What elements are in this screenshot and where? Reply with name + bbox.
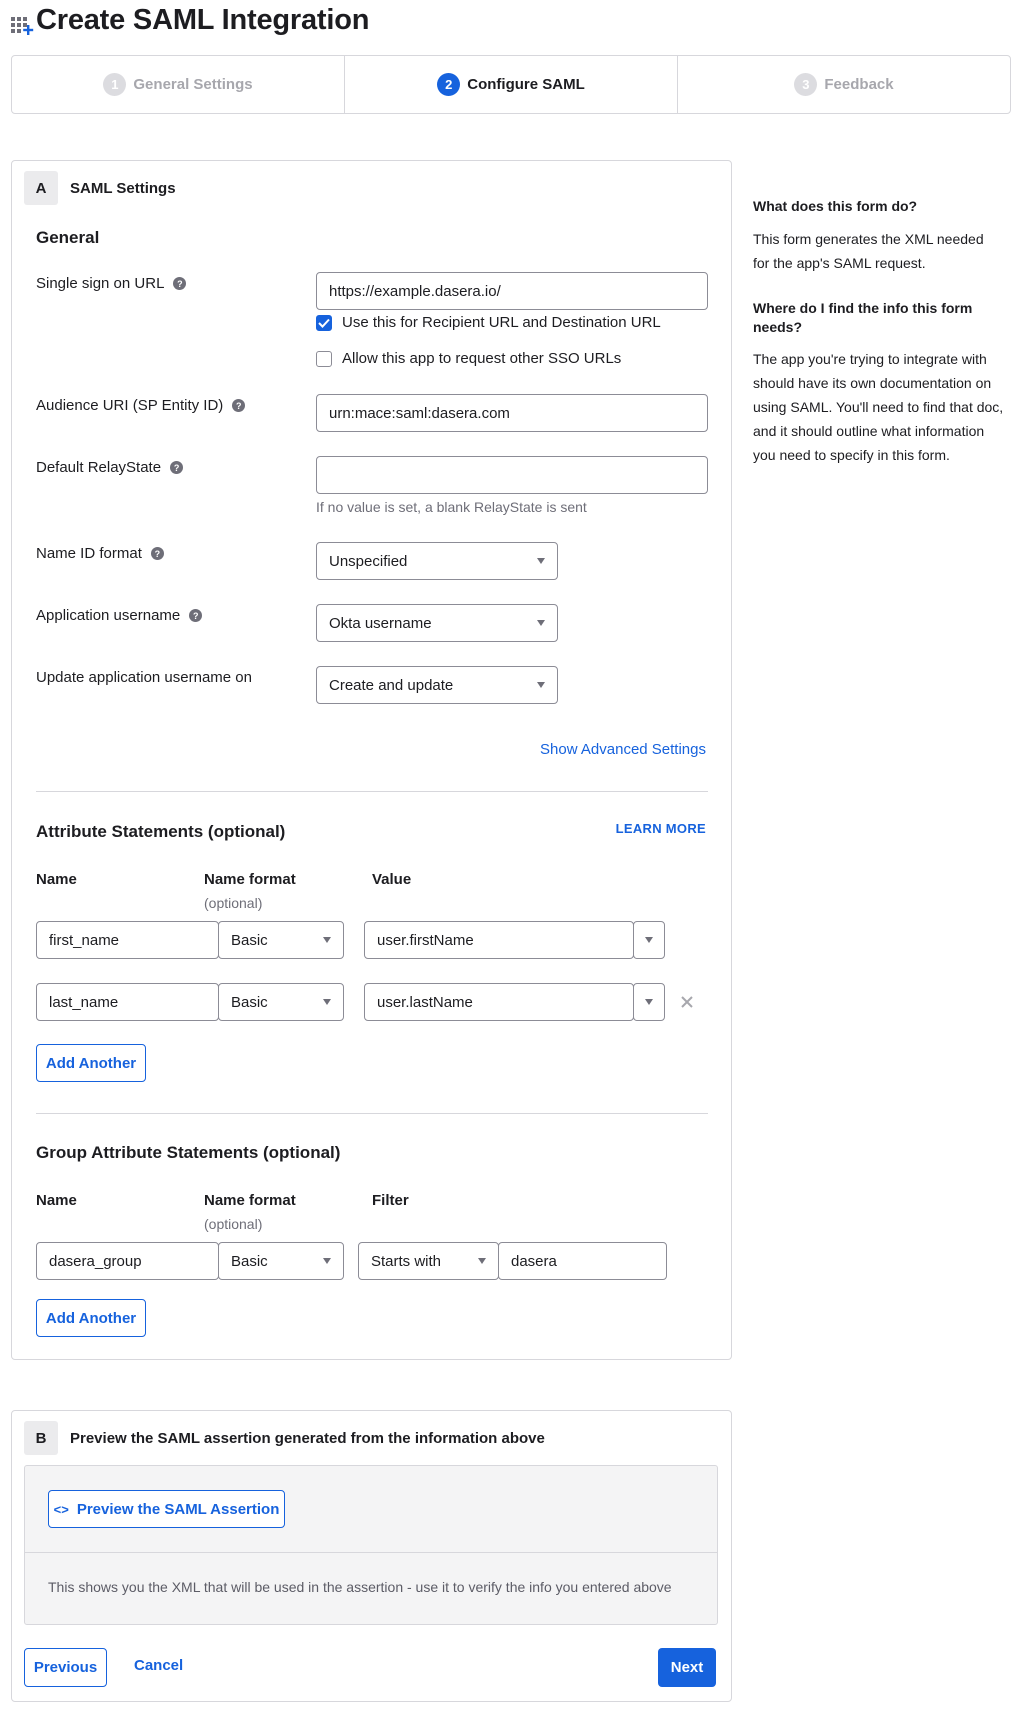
update-username-value: Create and update	[329, 676, 454, 694]
step-number: 1	[103, 73, 126, 96]
caret-down-icon	[478, 1258, 486, 1264]
help-icon[interactable]: ?	[189, 609, 202, 622]
section-badge-a: A	[24, 171, 58, 205]
attr-format-value: Basic	[231, 993, 268, 1011]
saml-settings-title: SAML Settings	[70, 180, 176, 197]
divider	[24, 1552, 718, 1553]
name-id-format-value: Unspecified	[329, 552, 408, 570]
group-filter-type-value: Starts with	[371, 1252, 442, 1270]
caret-down-icon	[537, 620, 545, 626]
sidebar-answer-1: This form generates the XML needed for the app's SAML request.	[753, 231, 984, 271]
attr-value-dropdown[interactable]	[633, 983, 665, 1021]
step-label: Configure SAML	[467, 76, 585, 93]
attr-format-value: Basic	[231, 931, 268, 949]
help-icon[interactable]: ?	[232, 399, 245, 412]
attr-col-format: Name format	[204, 871, 296, 888]
group-format-select[interactable]	[218, 1242, 344, 1280]
caret-down-icon	[645, 999, 653, 1005]
add-another-attribute-button[interactable]: Add Another	[36, 1044, 146, 1082]
step-configure-saml[interactable]	[344, 56, 677, 113]
attr-name-input[interactable]: last_name	[36, 983, 219, 1021]
name-id-format-label-text: Name ID format	[36, 545, 142, 562]
group-format-value: Basic	[231, 1252, 268, 1270]
checkmark-icon	[318, 318, 330, 328]
attr-format-select[interactable]	[218, 921, 344, 959]
preview-title: Preview the SAML assertion generated from the information above	[70, 1430, 545, 1447]
other-sso-checkbox[interactable]	[316, 351, 332, 367]
general-heading: General	[36, 228, 100, 247]
caret-down-icon	[323, 999, 331, 1005]
attr-col-value: Value	[372, 871, 412, 888]
show-advanced-settings-link[interactable]: Show Advanced Settings	[540, 741, 706, 758]
preview-box	[24, 1465, 718, 1625]
caret-down-icon	[537, 682, 545, 688]
sso-url-label	[36, 275, 186, 292]
sso-url-label-text: Single sign on URL	[36, 275, 165, 292]
attribute-statements-heading: Attribute Statements (optional)	[36, 822, 286, 841]
relay-state-input[interactable]	[316, 456, 708, 494]
app-username-label-text: Application username	[36, 607, 181, 624]
step-feedback[interactable]	[677, 56, 1010, 113]
audience-uri-label-text: Audience URI (SP Entity ID)	[36, 397, 224, 414]
recipient-url-checkbox-row[interactable]	[316, 314, 661, 331]
group-filter-type-select[interactable]	[358, 1242, 499, 1280]
group-name-input[interactable]: dasera_group	[36, 1242, 219, 1280]
help-icon[interactable]: ?	[173, 277, 186, 290]
relay-state-label-text: Default RelayState	[36, 459, 162, 476]
recipient-url-checkbox[interactable]	[316, 315, 332, 331]
step-number: 2	[437, 73, 460, 96]
remove-row-icon[interactable]	[679, 994, 695, 1010]
attr-name-input[interactable]: first_name	[36, 921, 219, 959]
divider	[36, 1113, 708, 1114]
sidebar-question-2: Where do I find the info this form needs?	[753, 300, 973, 335]
other-sso-checkbox-row[interactable]	[316, 350, 621, 367]
step-general-settings[interactable]	[12, 56, 344, 113]
help-icon[interactable]: ?	[151, 547, 164, 560]
saml-settings-card	[11, 160, 732, 1360]
sidebar-question-1: What does this form do?	[753, 198, 918, 214]
attr-format-select[interactable]	[218, 983, 344, 1021]
group-col-format-sub: (optional)	[204, 1216, 263, 1232]
attr-value-dropdown[interactable]	[633, 921, 665, 959]
page-title: Create SAML Integration	[36, 4, 370, 36]
group-attribute-statements-heading: Group Attribute Statements (optional)	[36, 1143, 341, 1162]
recipient-url-checkbox-label: Use this for Recipient URL and Destination URL	[342, 314, 661, 331]
attr-col-name: Name	[36, 871, 77, 888]
cancel-button[interactable]: Cancel	[134, 1657, 184, 1674]
caret-down-icon	[323, 937, 331, 943]
app-grid-add-icon	[10, 10, 36, 36]
app-username-select[interactable]	[316, 604, 558, 642]
help-icon[interactable]: ?	[170, 461, 183, 474]
wizard-stepper	[11, 55, 1011, 114]
name-id-format-select[interactable]	[316, 542, 558, 580]
name-id-format-label	[36, 545, 164, 562]
preview-button-label: Preview the SAML Assertion	[76, 1500, 280, 1518]
step-number: 3	[794, 73, 817, 96]
app-username-value: Okta username	[329, 614, 432, 632]
section-badge-b: B	[24, 1421, 58, 1455]
group-col-name: Name	[36, 1192, 77, 1209]
step-label: General Settings	[133, 76, 253, 93]
sidebar-answer-2: The app you're trying to integrate with should have its own documentation on using SAML. You'll need to find that doc, and it should outline what information you need to specify in this form.	[753, 351, 1004, 463]
update-username-select[interactable]	[316, 666, 558, 704]
update-username-label	[36, 669, 252, 686]
other-sso-checkbox-label: Allow this app to request other SSO URLs	[342, 350, 622, 367]
caret-down-icon	[537, 558, 545, 564]
attr-value-input[interactable]: user.lastName	[364, 983, 634, 1021]
add-another-group-attribute-button[interactable]: Add Another	[36, 1299, 146, 1337]
app-username-label	[36, 607, 202, 624]
update-username-label-text: Update application username on	[36, 669, 252, 686]
preview-description: This shows you the XML that will be used in the assertion - use it to verify the info you entered above	[48, 1579, 672, 1595]
sso-url-input[interactable]: https://example.dasera.io/	[316, 272, 708, 310]
learn-more-link[interactable]: LEARN MORE	[615, 821, 706, 836]
audience-uri-label	[36, 397, 245, 414]
step-label: Feedback	[824, 76, 894, 93]
divider	[36, 791, 708, 792]
relay-state-label	[36, 459, 183, 476]
audience-uri-input[interactable]: urn:mace:saml:dasera.com	[316, 394, 708, 432]
next-button[interactable]: Next	[658, 1648, 716, 1687]
relay-state-hint: If no value is set, a blank RelayState is sent	[316, 499, 587, 515]
caret-down-icon	[645, 937, 653, 943]
group-filter-value-input[interactable]: dasera	[498, 1242, 667, 1280]
previous-button[interactable]: Previous	[24, 1648, 107, 1687]
group-col-format: Name format	[204, 1192, 296, 1209]
group-col-filter: Filter	[372, 1192, 409, 1209]
attr-col-format-sub: (optional)	[204, 895, 263, 911]
preview-saml-assertion-button[interactable]	[48, 1490, 285, 1528]
attr-value-input[interactable]: user.firstName	[364, 921, 634, 959]
caret-down-icon	[323, 1258, 331, 1264]
code-icon: <>	[53, 1501, 69, 1517]
